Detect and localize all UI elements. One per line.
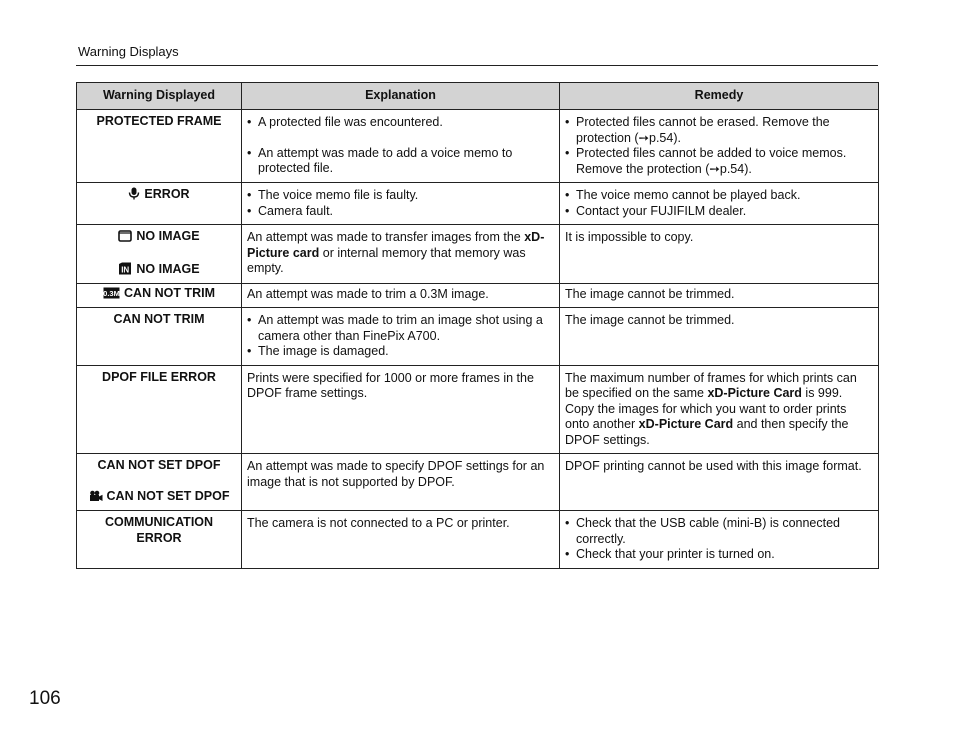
table-row — [77, 110, 879, 183]
warning-label: COMMUNICATION — [104, 515, 214, 529]
remedy-text: The maximum number of frames for which prints can be specified on the same — [565, 370, 857, 400]
column-header-warning: Warning Displayed — [77, 83, 242, 110]
column-header-remedy: Remedy — [560, 83, 879, 110]
table-row — [77, 284, 879, 308]
explanation-cell — [242, 454, 560, 511]
warning-cell — [77, 225, 242, 284]
remedy-cell — [560, 308, 879, 366]
microphone-icon — [128, 187, 140, 205]
warning-cell — [77, 511, 242, 569]
list-item: • A protected file was encountered. — [247, 115, 554, 131]
column-header-explanation: Explanation — [242, 83, 560, 110]
table-row — [77, 225, 879, 284]
svg-text:IN: IN — [121, 265, 130, 274]
list-item: • An attempt was made to add a voice memo to protected file. — [247, 146, 554, 177]
header-rule — [76, 65, 878, 66]
explanation-text: The camera is not connected to a PC or printer. — [247, 516, 510, 530]
page-number: 106 — [29, 688, 61, 709]
warning-label: NO IMAGE — [136, 261, 200, 276]
remedy-cell — [560, 225, 879, 284]
warning-label: NO IMAGE — [136, 229, 200, 243]
list-item: • The voice memo cannot be played back. — [565, 188, 873, 204]
list-item: • Contact your FUJIFILM dealer. — [565, 204, 873, 220]
remedy-cell — [560, 110, 879, 183]
explanation-text: An attempt was made to specify DPOF settings for an image that is not supported by DPOF. — [247, 459, 545, 489]
warning-label: CAN NOT TRIM — [113, 312, 205, 326]
explanation-cell — [242, 308, 560, 366]
explanation-cell — [242, 284, 560, 308]
list-item: • An attempt was made to trim an image shot using a camera other than FinePix A700. — [247, 313, 554, 344]
explanation-emphasis: xD-Picture card — [247, 230, 545, 260]
table-row — [77, 365, 879, 454]
remedy-text: DPOF printing cannot be used with this image format. — [565, 459, 862, 473]
explanation-text: or internal memory that memory was empty. — [247, 245, 526, 275]
list-item: • The voice memo file is faulty. — [247, 188, 554, 204]
explanation-cell — [242, 225, 560, 284]
warning-label: CAN NOT SET DPOF — [97, 458, 221, 472]
warning-label: CAN NOT TRIM — [124, 286, 215, 300]
list-item: • Camera fault. — [247, 204, 554, 220]
explanation-text: Prints were specified for 1000 or more frames in the DPOF frame settings. — [247, 370, 534, 400]
xd-card-icon — [118, 262, 132, 280]
remedy-emphasis: xD-Picture Card — [707, 386, 802, 400]
remedy-cell — [560, 284, 879, 308]
table-row — [77, 454, 879, 511]
internal-memory-icon — [118, 230, 132, 247]
warning-cell — [77, 454, 242, 511]
warning-label: PROTECTED FRAME — [96, 114, 222, 128]
warning-cell — [77, 308, 242, 366]
warning-cell — [77, 183, 242, 225]
remedy-cell — [560, 183, 879, 225]
section-title: Warning Displays — [78, 44, 179, 59]
table-header-row — [77, 83, 879, 110]
list-item: • The image is damaged. — [247, 344, 554, 360]
remedy-text: The image cannot be trimmed. — [565, 313, 735, 327]
remedy-cell — [560, 511, 879, 569]
explanation-text: An attempt was made to transfer images from the — [247, 230, 525, 244]
list-item: • Check that the USB cable (mini-B) is connected correctly. — [565, 516, 873, 547]
svg-text:0.3M: 0.3M — [103, 289, 120, 298]
warning-table — [76, 82, 879, 569]
list-item: • Check that your printer is turned on. — [565, 547, 873, 563]
remedy-cell — [560, 365, 879, 454]
warning-label: DPOF FILE ERROR — [102, 369, 216, 384]
explanation-cell — [242, 511, 560, 569]
list-item: • Protected files cannot be added to voice memos. Remove the protection (➙p.54). — [565, 146, 873, 177]
table-row — [77, 308, 879, 366]
list-item: • Protected files cannot be erased. Remove the protection (➙p.54). — [565, 115, 873, 146]
remedy-text: is 999. Copy the images for which you want to order prints onto another — [565, 386, 847, 431]
remedy-text: and then specify the DPOF settings. — [565, 417, 849, 447]
warning-label: ERROR — [136, 530, 182, 545]
warning-cell — [77, 284, 242, 308]
remedy-emphasis: xD-Picture Card — [638, 417, 734, 431]
explanation-cell — [242, 110, 560, 183]
movie-camera-icon — [89, 490, 103, 507]
explanation-text: An attempt was made to trim a 0.3M image. — [247, 287, 489, 301]
warning-cell — [77, 110, 242, 183]
table-row — [77, 511, 879, 569]
table-row — [77, 183, 879, 225]
0.3m-size-icon — [103, 287, 120, 304]
warning-label: CAN NOT SET DPOF — [106, 488, 230, 503]
explanation-cell — [242, 183, 560, 225]
warning-cell — [77, 365, 242, 454]
explanation-cell — [242, 365, 560, 454]
remedy-cell — [560, 454, 879, 511]
remedy-text: The image cannot be trimmed. — [565, 287, 735, 301]
warning-label: ERROR — [144, 187, 190, 201]
remedy-text: It is impossible to copy. — [565, 230, 694, 244]
